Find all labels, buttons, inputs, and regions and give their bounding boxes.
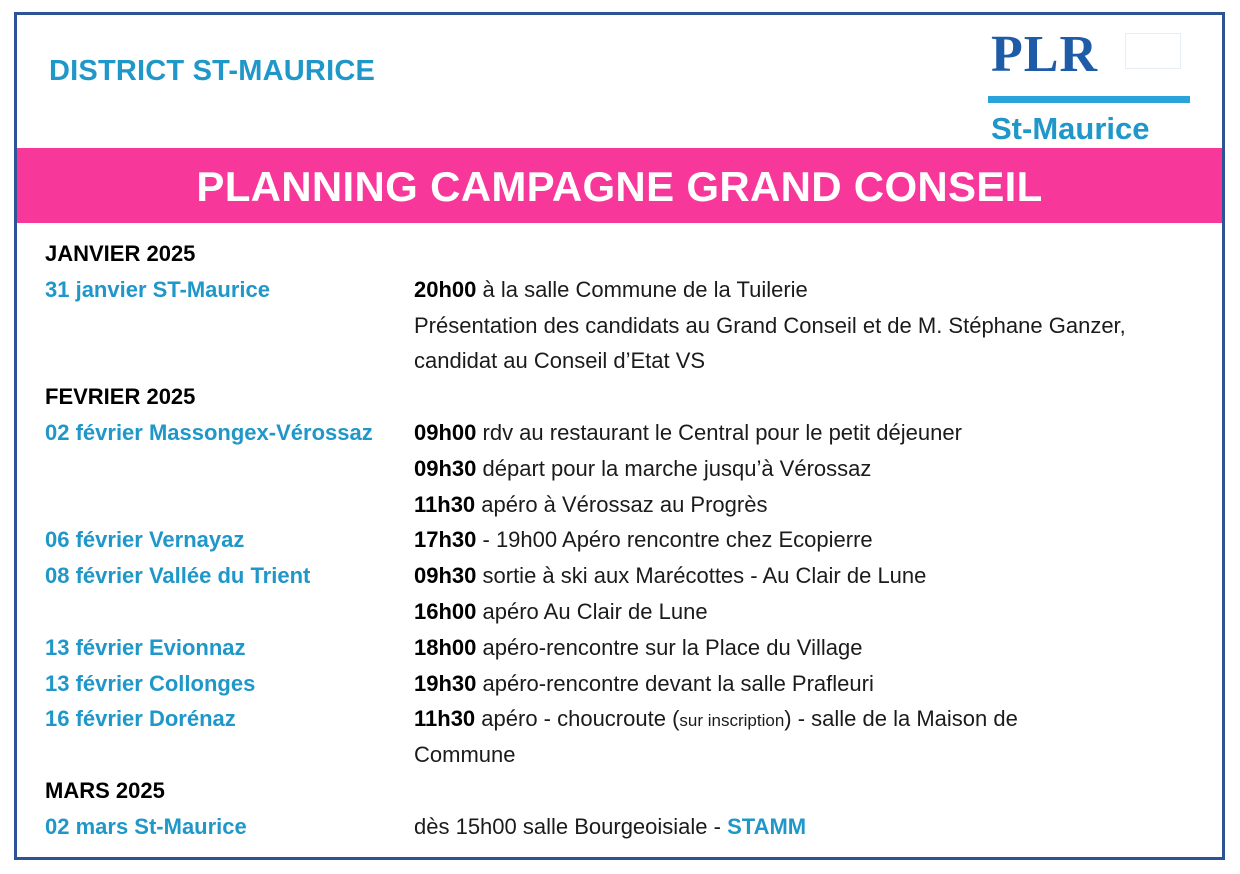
event-text: rdv au restaurant le Central pour le petit déjeuner <box>476 419 962 445</box>
event-text: dès 15h00 salle Bourgeoisiale - <box>414 813 728 839</box>
event-description <box>414 701 1018 737</box>
event-text: apéro Au Clair de Lune <box>476 598 708 624</box>
event-date: 06 février Vernayaz <box>45 527 245 553</box>
event-time: 09h00 <box>414 419 477 445</box>
stamm-highlight: STAMM <box>727 813 807 839</box>
event-row <box>45 630 1215 666</box>
event-row <box>45 666 1215 702</box>
event-row <box>45 522 1215 558</box>
event-row-continuation <box>45 594 1215 630</box>
event-row-continuation <box>45 737 1215 773</box>
event-text: sortie à ski aux Marécottes - Au Clair de Lune <box>476 563 927 589</box>
event-time: 17h30 <box>414 527 477 553</box>
logo-underline-bar <box>988 96 1190 103</box>
event-text: apéro-rencontre devant la salle Prafleuri <box>476 670 874 696</box>
event-text: apéro-rencontre sur la Place du Village <box>476 634 863 660</box>
page-title-banner: PLANNING CAMPAGNE GRAND CONSEIL <box>17 148 1222 223</box>
event-time: 11h30 <box>414 706 476 732</box>
event-description <box>414 594 708 630</box>
event-date: 31 janvier ST-Maurice <box>45 276 270 302</box>
event-date: 16 février Dorénaz <box>45 706 236 732</box>
month-heading <box>45 236 1215 272</box>
event-text: candidat au Conseil d’Etat VS <box>414 348 706 374</box>
event-date: 08 février Vallée du Trient <box>45 563 311 589</box>
event-text: ) - salle de la Maison de <box>784 706 1018 732</box>
event-date: 02 mars St-Maurice <box>45 813 247 839</box>
month-label: FEVRIER 2025 <box>45 384 196 410</box>
event-text: apéro à Vérossaz au Progrès <box>475 491 768 517</box>
month-label: MARS 2025 <box>45 777 165 803</box>
document-frame <box>14 12 1225 860</box>
event-description <box>414 487 767 523</box>
event-row-continuation <box>45 308 1215 344</box>
event-row <box>45 809 1215 845</box>
logo-plr-text: PLR <box>991 26 1098 83</box>
event-description <box>414 666 874 702</box>
month-label: JANVIER 2025 <box>45 241 196 266</box>
event-row-continuation <box>45 343 1215 379</box>
event-text: Présentation des candidats au Grand Conseil et de M. Stéphane Ganzer, <box>414 312 1126 338</box>
logo-watermark <box>1125 33 1181 69</box>
month-heading <box>45 773 1215 809</box>
event-description <box>414 630 862 666</box>
event-text: - 19h00 Apéro rencontre chez Ecopierre <box>476 527 873 553</box>
event-description <box>414 809 806 845</box>
event-description <box>414 451 871 487</box>
event-row <box>45 558 1215 594</box>
event-text: Commune <box>414 742 516 768</box>
event-text: à la salle Commune de la Tuilerie <box>476 276 808 302</box>
registration-note: sur inscription <box>679 711 785 731</box>
event-date: 02 février Massongex-Vérossaz <box>45 419 373 445</box>
event-row-continuation <box>45 487 1215 523</box>
logo-town-text: St-Maurice <box>991 111 1150 146</box>
event-description <box>414 558 926 594</box>
event-row <box>45 701 1215 737</box>
event-time: 19h30 <box>414 670 477 696</box>
event-description <box>414 522 873 558</box>
event-text: apéro - choucroute ( <box>475 706 680 732</box>
plr-logo <box>985 25 1195 146</box>
event-date: 13 février Collonges <box>45 670 256 696</box>
month-heading <box>45 379 1215 415</box>
event-date: 13 février Evionnaz <box>45 634 246 660</box>
event-row <box>45 272 1215 308</box>
event-description <box>414 415 962 451</box>
event-time: 09h30 <box>414 563 477 589</box>
event-time: 16h00 <box>414 598 477 624</box>
event-description <box>414 272 808 308</box>
event-time: 20h00 <box>414 276 477 302</box>
event-time: 18h00 <box>414 634 477 660</box>
event-time: 11h30 <box>414 491 476 517</box>
district-title: DISTRICT ST-MAURICE <box>49 55 376 87</box>
event-time: 09h30 <box>414 455 477 481</box>
event-row-continuation <box>45 451 1215 487</box>
event-row <box>45 415 1215 451</box>
event-text: départ pour la marche jusqu’à Vérossaz <box>476 455 872 481</box>
schedule <box>45 236 1215 845</box>
